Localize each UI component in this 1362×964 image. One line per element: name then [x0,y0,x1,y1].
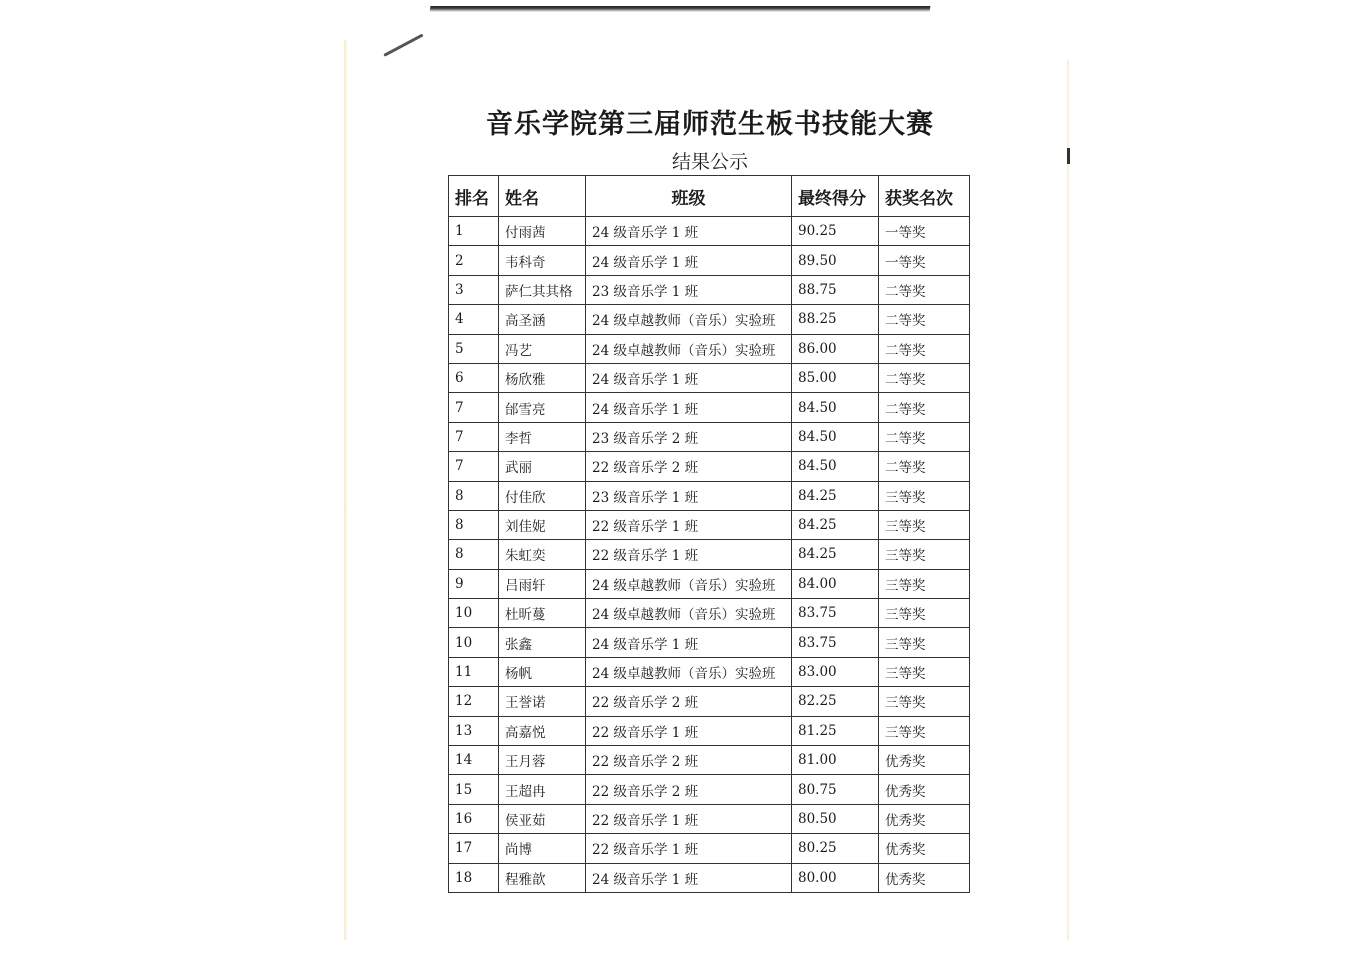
award-cell: 优秀奖 [879,804,970,833]
table-header-row [449,176,970,217]
rank-cell: 18 [449,863,499,892]
name-cell: 朱虹奕 [499,540,586,569]
class-cell: 23 级音乐学 2 班 [586,422,792,451]
name-cell: 冯艺 [499,334,586,363]
class-cell: 24 级卓越教师（音乐）实验班 [586,569,792,598]
header-class: 班级 [586,176,792,217]
table-row [449,628,970,657]
name-cell: 程雅歆 [499,863,586,892]
rank-cell: 15 [449,775,499,804]
score-cell: 80.25 [792,834,879,863]
name-cell: 杜昕蔓 [499,599,586,628]
rank-cell: 2 [449,246,499,275]
score-cell: 80.50 [792,804,879,833]
award-cell: 二等奖 [879,275,970,304]
score-cell: 84.50 [792,422,879,451]
name-cell: 韦科奇 [499,246,586,275]
table-row [449,834,970,863]
header-name: 姓名 [499,176,586,217]
header-score: 最终得分 [792,176,879,217]
name-cell: 萨仁其其格 [499,275,586,304]
rank-cell: 8 [449,481,499,510]
name-cell: 尚博 [499,834,586,863]
rank-cell: 17 [449,834,499,863]
award-cell: 二等奖 [879,422,970,451]
class-cell: 22 级音乐学 2 班 [586,687,792,716]
score-cell: 81.25 [792,716,879,745]
award-cell: 优秀奖 [879,834,970,863]
header-award: 获奖名次 [879,176,970,217]
table-body [449,217,970,893]
score-cell: 83.75 [792,628,879,657]
award-cell: 三等奖 [879,657,970,686]
table-row [449,275,970,304]
award-cell: 三等奖 [879,569,970,598]
name-cell: 高嘉悦 [499,716,586,745]
class-cell: 23 级音乐学 1 班 [586,275,792,304]
class-cell: 24 级音乐学 1 班 [586,363,792,392]
name-cell: 侯亚茹 [499,804,586,833]
award-cell: 优秀奖 [879,863,970,892]
table-row [449,657,970,686]
score-cell: 84.50 [792,393,879,422]
class-cell: 22 级音乐学 1 班 [586,510,792,539]
award-cell: 三等奖 [879,540,970,569]
score-cell: 84.25 [792,481,879,510]
score-cell: 84.50 [792,452,879,481]
table-row [449,246,970,275]
table-row [449,334,970,363]
name-cell: 杨帆 [499,657,586,686]
class-cell: 22 级音乐学 1 班 [586,834,792,863]
score-cell: 85.00 [792,363,879,392]
award-cell: 一等奖 [879,217,970,246]
score-cell: 84.25 [792,510,879,539]
header-rank: 排名 [449,176,499,217]
award-cell: 三等奖 [879,510,970,539]
score-cell: 89.50 [792,246,879,275]
rank-cell: 1 [449,217,499,246]
document-title: 音乐学院第三届师范生板书技能大赛 [486,109,934,140]
class-cell: 24 级音乐学 1 班 [586,863,792,892]
rank-cell: 8 [449,540,499,569]
rank-cell: 14 [449,746,499,775]
award-cell: 二等奖 [879,393,970,422]
score-cell: 80.75 [792,775,879,804]
class-cell: 24 级音乐学 1 班 [586,246,792,275]
rank-cell: 10 [449,599,499,628]
rank-cell: 7 [449,393,499,422]
table-row [449,363,970,392]
class-cell: 22 级音乐学 1 班 [586,716,792,745]
class-cell: 24 级卓越教师（音乐）实验班 [586,305,792,334]
award-cell: 优秀奖 [879,775,970,804]
table-row [449,393,970,422]
table-row [449,540,970,569]
rank-cell: 13 [449,716,499,745]
award-cell: 三等奖 [879,481,970,510]
award-cell: 三等奖 [879,628,970,657]
table-row [449,863,970,892]
table-row [449,687,970,716]
name-cell: 王誉诺 [499,687,586,716]
table-row [449,481,970,510]
pen-stroke-mark [383,34,423,57]
rank-cell: 9 [449,569,499,598]
class-cell: 22 级音乐学 1 班 [586,540,792,569]
page-left-edge [344,40,348,940]
table-row [449,452,970,481]
class-cell: 24 级音乐学 1 班 [586,393,792,422]
page-right-edge [1066,60,1069,940]
rank-cell: 3 [449,275,499,304]
name-cell: 武丽 [499,452,586,481]
table-row [449,305,970,334]
class-cell: 24 级卓越教师（音乐）实验班 [586,334,792,363]
award-cell: 二等奖 [879,363,970,392]
score-cell: 88.75 [792,275,879,304]
score-cell: 84.00 [792,569,879,598]
name-cell: 李哲 [499,422,586,451]
table-row [449,217,970,246]
name-cell: 付佳欣 [499,481,586,510]
rank-cell: 16 [449,804,499,833]
name-cell: 吕雨轩 [499,569,586,598]
rank-cell: 5 [449,334,499,363]
score-cell: 86.00 [792,334,879,363]
table-row [449,716,970,745]
name-cell: 高圣涵 [499,305,586,334]
rank-cell: 11 [449,657,499,686]
rank-cell: 6 [449,363,499,392]
score-cell: 80.00 [792,863,879,892]
scan-edge-shadow [430,6,931,12]
class-cell: 22 级音乐学 2 班 [586,775,792,804]
award-cell: 二等奖 [879,452,970,481]
award-cell: 优秀奖 [879,746,970,775]
class-cell: 22 级音乐学 2 班 [586,746,792,775]
table-row [449,599,970,628]
score-cell: 88.25 [792,305,879,334]
class-cell: 24 级音乐学 1 班 [586,217,792,246]
award-cell: 一等奖 [879,246,970,275]
score-cell: 83.00 [792,657,879,686]
table-row [449,804,970,833]
name-cell: 付雨茜 [499,217,586,246]
table-row [449,569,970,598]
table-row [449,422,970,451]
award-cell: 三等奖 [879,716,970,745]
name-cell: 王月蓉 [499,746,586,775]
name-cell: 杨欣雅 [499,363,586,392]
class-cell: 22 级音乐学 1 班 [586,804,792,833]
award-cell: 三等奖 [879,687,970,716]
class-cell: 22 级音乐学 2 班 [586,452,792,481]
table-row [449,510,970,539]
name-cell: 张鑫 [499,628,586,657]
score-cell: 83.75 [792,599,879,628]
rank-cell: 4 [449,305,499,334]
rank-cell: 10 [449,628,499,657]
results-table [448,175,970,893]
award-cell: 二等奖 [879,305,970,334]
award-cell: 三等奖 [879,599,970,628]
rank-cell: 7 [449,422,499,451]
table-row [449,746,970,775]
name-cell: 邰雪亮 [499,393,586,422]
class-cell: 24 级卓越教师（音乐）实验班 [586,599,792,628]
score-cell: 82.25 [792,687,879,716]
rank-cell: 7 [449,452,499,481]
award-cell: 二等奖 [879,334,970,363]
scan-mark [1067,148,1070,164]
class-cell: 23 级音乐学 1 班 [586,481,792,510]
table-row [449,775,970,804]
name-cell: 王超冉 [499,775,586,804]
rank-cell: 12 [449,687,499,716]
score-cell: 90.25 [792,217,879,246]
name-cell: 刘佳妮 [499,510,586,539]
class-cell: 24 级卓越教师（音乐）实验班 [586,657,792,686]
rank-cell: 8 [449,510,499,539]
document-subtitle: 结果公示 [671,151,748,173]
class-cell: 24 级音乐学 1 班 [586,628,792,657]
score-cell: 81.00 [792,746,879,775]
score-cell: 84.25 [792,540,879,569]
